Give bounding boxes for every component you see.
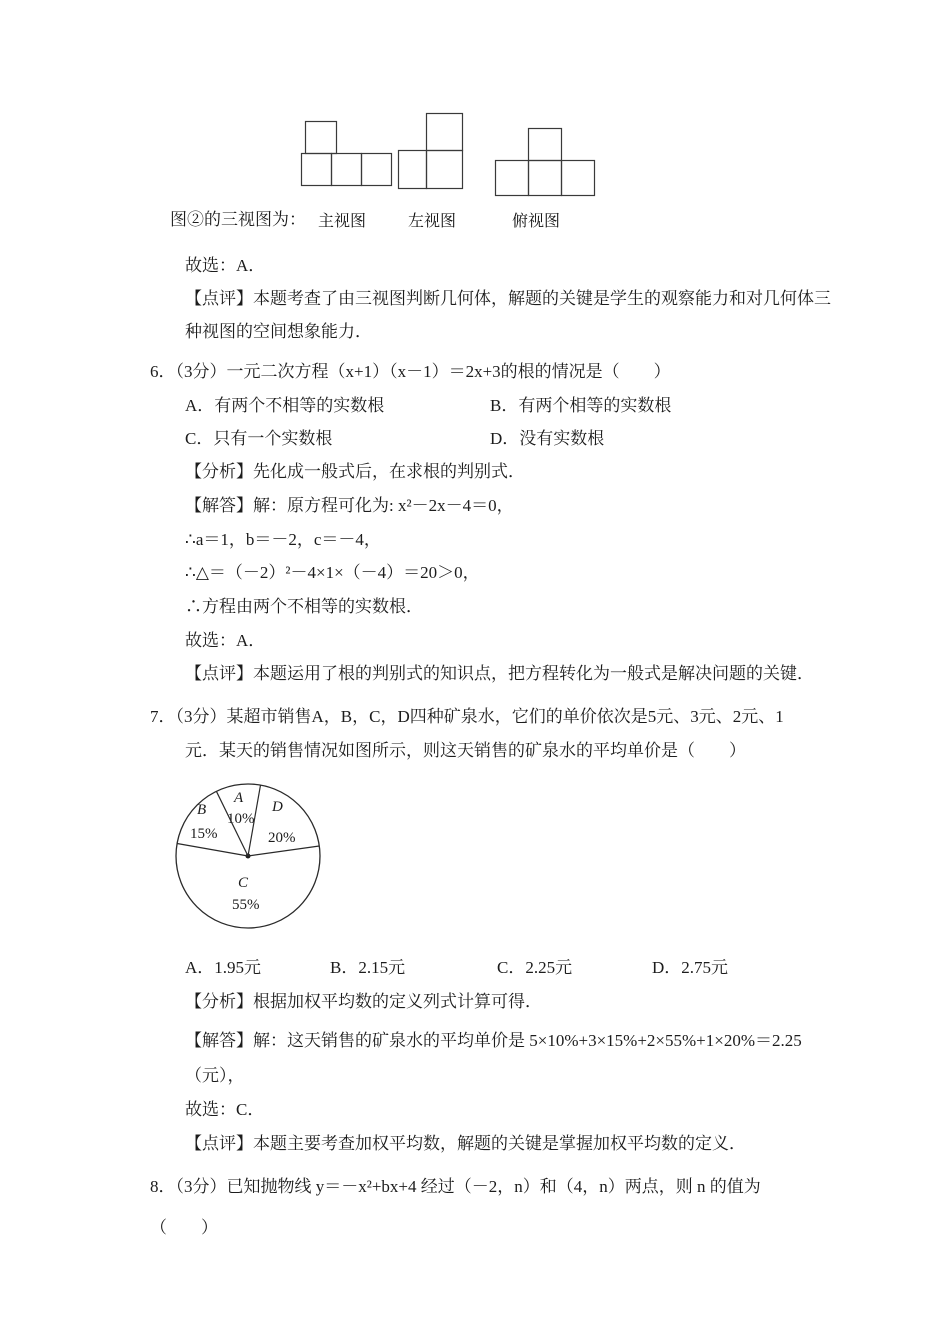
q6-analysis: 【分析】先化成一般式后，在求根的判别式． (185, 462, 525, 481)
pie-slice-boundary (248, 846, 319, 856)
cube-face (302, 154, 332, 186)
q6-comment: 【点评】本题运用了根的判别式的知识点，把方程转化为一般式是解决问题的关键． (185, 664, 814, 683)
q6-option-b: B．有两个相等的实数根 (490, 396, 672, 415)
q7-option-b: B．2.15元 (330, 958, 406, 977)
q8-stem-line2: （ ） (150, 1218, 218, 1237)
pie-chart (172, 776, 332, 936)
pie-label-b-letter: B (197, 802, 207, 818)
q7-option-c: C．2.25元 (497, 958, 573, 977)
cube-face (496, 161, 529, 196)
top-view-figure (494, 127, 596, 197)
q5-comment-line2: 种视图的空间想象能力． (185, 322, 372, 341)
cube-face (362, 154, 392, 186)
q7-option-a: A．1.95元 (185, 958, 262, 977)
q6-option-d: D．没有实数根 (490, 429, 605, 448)
q7-analysis: 【分析】根据加权平均数的定义列式计算可得． (185, 992, 542, 1011)
cube-face (562, 161, 595, 196)
pie-label-c-letter: C (238, 875, 249, 891)
q6-stem: 6．（3分）一元二次方程（x+1）（x－1）＝2x+3的根的情况是（ ） (150, 362, 671, 381)
caption-front-view: 主视图 (318, 213, 367, 230)
three-views-lead: 图②的三视图为： (170, 210, 306, 229)
cube-face (306, 122, 337, 154)
front-view-figure (300, 120, 395, 188)
q6-answer: 故选：A． (185, 631, 266, 650)
caption-top-view: 俯视图 (512, 213, 561, 230)
cube-face (529, 129, 562, 161)
q5-answer: 故选：A． (185, 256, 266, 275)
q6-option-c: C．只有一个实数根 (185, 429, 333, 448)
q5-comment-line1: 【点评】本题考查了由三视图判断几何体，解题的关键是学生的观察能力和对几何体三 (185, 289, 831, 308)
cube-face (332, 154, 362, 186)
q7-answer: 故选：C． (185, 1100, 265, 1119)
q7-stem-line2: 元．某天的销售情况如图所示，则这天销售的矿泉水的平均单价是（ ） (185, 741, 746, 760)
side-view-figure (397, 112, 465, 190)
pie-label-d-letter: D (272, 799, 283, 815)
q6-option-a: A．有两个不相等的实数根 (185, 396, 385, 415)
cube-face (529, 161, 562, 196)
cube-face (427, 114, 463, 151)
pie-slice-boundary (177, 844, 248, 857)
pie-chart-svg (172, 776, 332, 936)
q7-option-d: D．2.75元 (652, 958, 729, 977)
q8-stem-line1: 8．（3分）已知抛物线 y＝－x²+bx+4 经过（－2，n）和（4，n）两点，则 n 的值为 (150, 1177, 761, 1196)
cube-face (427, 151, 463, 189)
caption-side-view: 左视图 (408, 213, 457, 230)
cube-face (399, 151, 427, 189)
q7-comment: 【点评】本题主要考查加权平均数，解题的关键是掌握加权平均数的定义． (185, 1134, 746, 1153)
pie-label-d-percent: 20% (268, 830, 296, 846)
q6-solution-line2: ∴a＝1，b＝－2，c＝－4， (185, 530, 381, 549)
q6-solution-line1: 【解答】解：原方程可化为: x²－2x－4＝0， (185, 496, 514, 515)
pie-label-b-percent: 15% (190, 826, 218, 842)
pie-label-a-letter: A (234, 790, 244, 806)
q6-solution-line3: ∴△＝（－2）²－4×1×（－4）＝20＞0， (185, 563, 480, 582)
pie-label-a-percent: 10% (227, 811, 255, 827)
q7-solution-line2: （元）， (185, 1066, 245, 1085)
q7-solution-line1: 【解答】解：这天销售的矿泉水的平均单价是 5×10%+3×15%+2×55%+1×20%＝2.25 (185, 1031, 802, 1050)
q7-stem-line1: 7．（3分）某超市销售A，B，C，D四种矿泉水，它们的单价依次是5元、3元、2元、1 (150, 707, 784, 726)
q6-solution-line4: ∴方程由两个不相等的实数根． (185, 597, 423, 616)
pie-label-c-percent: 55% (232, 897, 260, 913)
